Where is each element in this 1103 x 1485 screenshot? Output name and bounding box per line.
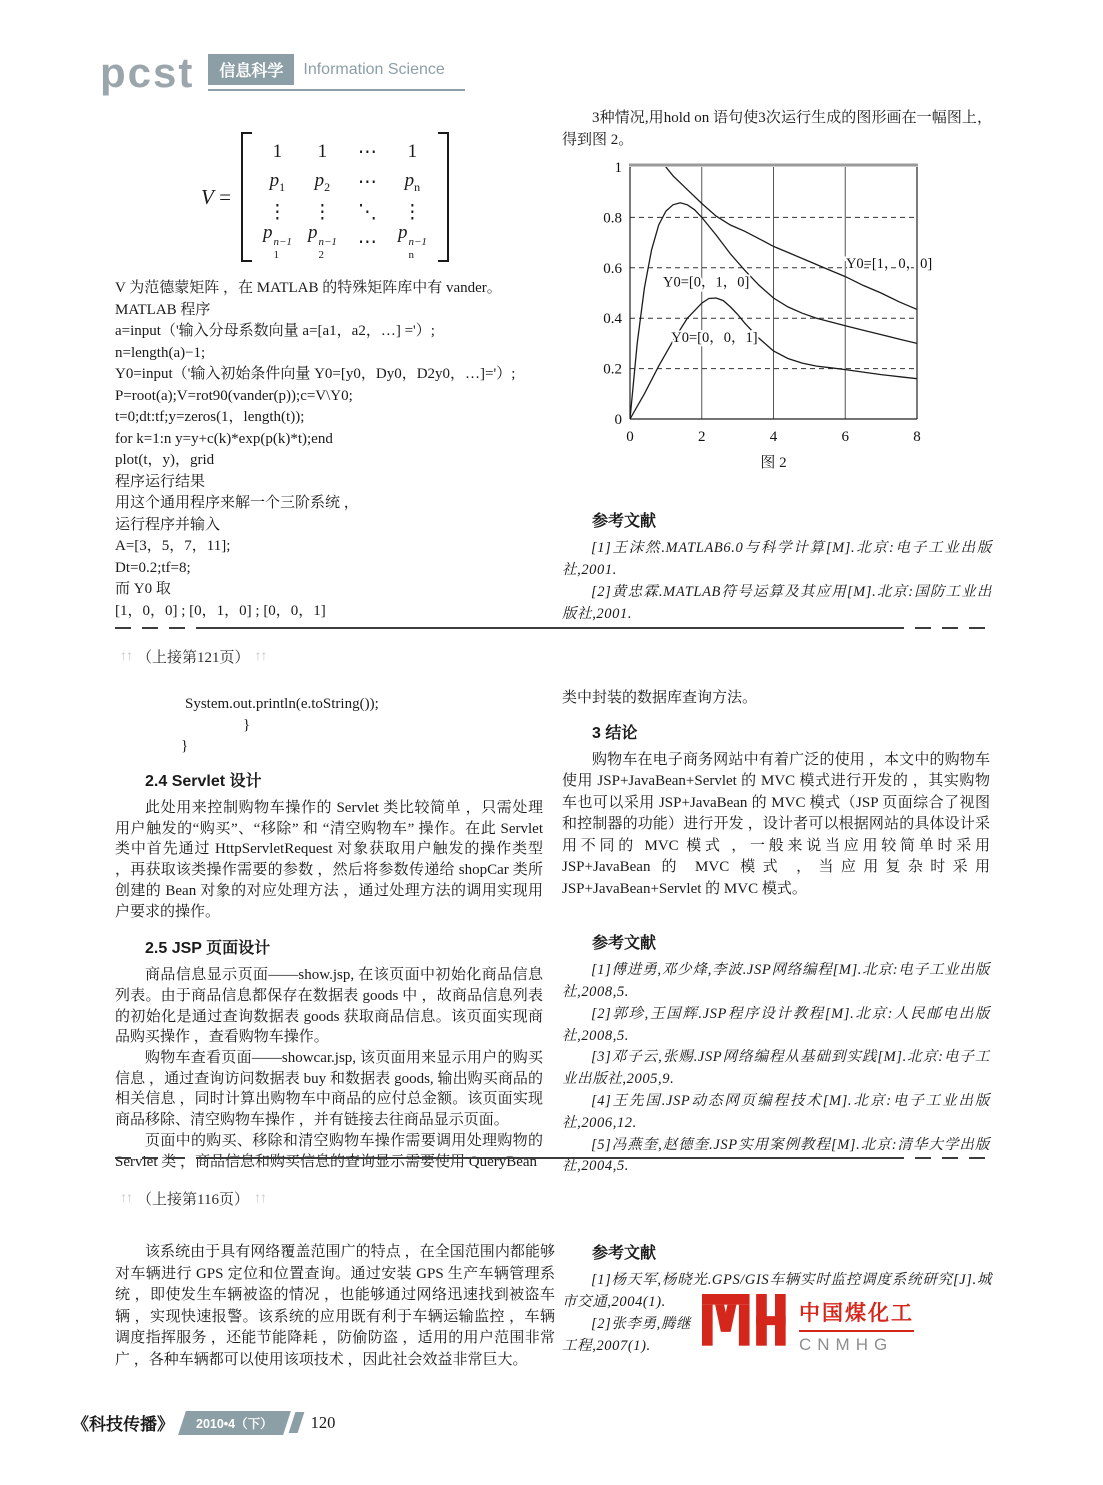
reference-item: [1]杨天军,杨晓光.GPS/GIS车辆实时监控调度系统研究[J].城市交通,2004(1). [562,1272,992,1310]
journal-title: 《科技传播》 [72,1415,174,1434]
references-title-2: 参考文献 [592,935,657,953]
matrix-cell: ⋯ [357,141,377,163]
conclusion-paragraph: 购物车在电子商务网站中有着广泛的使用 ，本文中的购物车使用 JSP+JavaBean+Servlet 的 MVC 模式进行开发的 ，其实购物车也可以采用 JSP+JavaBean 的 MVC 模式（JSP 页面综合了视图和控制器的功能）进行开发 ，设计者可以根据网站的具体设计采用不同的 MVC 模式 ，一般来说当应用较简单时采用 JSP+JavaBean 的 MVC 模式 ，当应用复杂时采用 JSP+JavaBean+Servlet 的 MVC 模式。 [562,751,990,897]
matrix-cell: ⋮ [402,201,422,223]
java-code-line: } [181,738,189,754]
java-code-block [115,694,543,757]
matrix-cells [252,132,438,262]
section-2-5-paragraph-3: 页面中的购买、移除和清空购物车操作需要调用处理购物的 Servlet 类 ，商品信息和购买信息的查询显示需要使用 QueryBean [115,1132,543,1170]
references-list-1 [562,538,992,625]
svg-text:0: 0 [614,412,622,429]
matrix-cell: ⋮ [312,201,332,223]
svg-text:0.6: 0.6 [603,260,622,277]
gps-paragraph: 该系统由于具有网络覆盖范围广的特点 ，在全国范围内都能够对车辆进行 GPS 定位和位置查询。通过安装 GPS 生产车辆管理系统 ，即使发生车辆被盗的情况 ，也能够通过网络迅速找到被盗车辆 ，实现快速报警。该系统的应用既有利于车辆运输监控 ，车辆调度指挥服务 ，还能节能降耗 ，防偷防盗 ，适用的用户范围非常广 ，各种车辆都可以使用该项技术 ，因此社会效益非常巨大。 [115,1244,555,1368]
matrix-cell: ⋯ [357,231,377,253]
column-top-right [562,108,992,625]
banner-en-label: Information Science [303,60,445,78]
svg-text:0.8: 0.8 [603,210,622,227]
reference-item: [2]郭珍,王国辉.JSP程序设计教程[M].北京:人民邮电出版社,2008,5. [562,1005,990,1044]
svg-text:0.4: 0.4 [603,311,622,328]
column-top-left [115,128,547,622]
references-title-1: 参考文献 [592,513,657,531]
reference-item: [5]冯燕奎,赵德奎.JSP实用案例教程[M].北京:清华大学出版社,2004,5. [562,1136,990,1175]
vandermonde-matrix [201,132,547,262]
reference-item: [2]黄忠霖.MATLAB符号运算及其应用[M].北京:国防工业出版社,2001. [562,583,992,622]
cnmhg-logo-icon [700,1294,786,1358]
svg-text:8: 8 [913,429,921,446]
matlab-code-line: 程序运行结果 [115,473,206,490]
java-code-line: System.out.println(e.toString()); [185,696,379,712]
continued-label: （上接第121页） [137,650,250,666]
matrix-cell: p n−1 2 [307,222,337,261]
section-banner [208,54,464,91]
section-2-4-paragraph: 此处用来控制购物车操作的 Servlet 类比较简单 ，只需处理用户触发的“购买”、“移除” 和 “清空购物车” 操作。在此 Servlet 类中首先通过 HttpServletRequest 对象获取用户触发的操作类型 ，再获取该类操作需要的参数 ，然后将参数传递给 shopCar 类所创建的 Bean 对象的对应处理方法 ，通过处理方法的调用实现用户要求的操作。 [115,800,543,920]
matrix-cell: ⋱ [357,201,377,223]
page-footer [72,1410,335,1435]
references-title-3: 参考文献 [592,1245,657,1262]
matrix-cell: ⋯ [357,171,377,193]
matlab-program-block [115,278,547,622]
matrix-cell: $p_1$ [269,169,286,194]
up-arrows-icon: ↑↑ [120,1190,132,1206]
svg-text:4: 4 [769,429,778,446]
continued-label: （上接第116页） [137,1192,249,1208]
up-arrows-icon: ↑↑ [254,648,267,664]
left-bracket [241,132,252,262]
up-arrows-icon: ↑↑ [253,1190,266,1206]
matrix-cell: p n−1 n [397,222,427,261]
matlab-code-line: A=[3，5，7，11]; [115,538,231,554]
section-divider [115,1156,985,1159]
column-middle-right [562,688,990,1178]
matlab-code-line: for k=1:n y=y+c(k)*exp(p(k)*t);end [115,430,333,447]
reference-item: [4]王先国.JSP动态网页编程技术[M].北京:电子工业出版社,2006,12. [562,1092,990,1131]
matlab-code-line: t=0;dt:tf;y=zeros(1，length(t)); [115,409,305,425]
matlab-code-line: Dt=0.2;tf=8; [115,559,191,576]
watermark-cn: 中国煤化工 [799,1297,914,1332]
matlab-code-line: Y0=input（'输入初始条件向量 Y0=[y0，Dy0，D2y0，…]='）; [115,366,516,382]
section-2-5-title: 2.5 JSP 页面设计 [145,940,271,958]
figure-intro-paragraph: 3种情况,用hold on 语句使3次运行生成的图形画在一幅图上，得到图 2。 [562,110,992,148]
watermark-text [799,1297,914,1355]
matlab-code-line: MATLAB 程序 [115,301,211,318]
section-2-4-title: 2.4 Servlet 设计 [145,773,262,790]
matlab-code-line: 运行程序并输入 [115,516,221,533]
section-3-title: 3 结论 [592,724,638,742]
svg-text:Y0=[1，0，0]: Y0=[1，0，0] [845,255,933,272]
page-header [100,49,465,96]
matrix-cell: ⋮ [267,201,287,223]
continued-from-row [115,1188,555,1209]
up-arrows-icon: ↑↑ [120,648,132,664]
section-divider [115,626,985,629]
matlab-code-line: a=input（'输入分母系数向量 a=[a1，a2，…] ='）; [115,323,435,339]
svg-text:1: 1 [614,160,622,177]
matlab-code-line: V 为范德蒙矩阵 ，在 MATLAB 的特殊矩阵库中有 vander。 [115,280,502,296]
matlab-code-line: n=length(a)−1; [115,344,206,361]
pcst-logo: pcst [100,49,195,96]
page-number: 120 [310,1412,336,1432]
matlab-code-line: 用这个通用程序来解一个三阶系统 ， [115,495,359,511]
matrix-cell: $p_2$ [314,169,331,194]
reference-2-start: [2]张李勇,腾继 [591,1315,692,1332]
issue-badge [178,1411,290,1435]
cnmhg-watermark [700,1290,1038,1362]
badge-sliver-decoration [288,1412,304,1433]
matlab-code-line: P=root(a);V=rot90(vander(p));c=V\Y0; [115,387,353,404]
matrix-cell: 1 [407,141,418,162]
watermark-en: CNMHG [799,1335,894,1354]
figure2-chart [592,157,992,449]
reference-item: [1]傅进勇,邓少烽,李波.JSP网络编程[M].北京:电子工业出版社,2008,5. [562,962,990,1000]
column-middle-left [115,646,543,1172]
matrix-lhs: V = [201,184,231,209]
matrix-cell: $p_n$ [404,169,421,194]
matlab-code-line: plot(t，y)，grid [115,452,215,468]
svg-text:Y0=[0，1，0]: Y0=[0，1，0] [663,274,750,291]
right-bracket [438,132,449,262]
matrix-cell: 1 [317,141,328,162]
matlab-code-line: 而 Y0 取 [115,581,171,597]
matlab-code-line: [1，0，0] ; [0，1，0] ; [0，0，1] [115,602,326,619]
svg-text:2: 2 [698,429,706,446]
matrix-body [241,132,449,262]
svg-text:0.2: 0.2 [603,361,622,378]
section-2-5-paragraph-2: 购物车查看页面——showcar.jsp, 该页面用来显示用户的购买信息 ，通过查询访问数据表 buy 和数据表 goods, 输出购买商品的相关信息 ，同时计算出购物车中商品的应付总金额。该页面实现商品移除、清空购物车操作 ，并有链接去往商品显示页面。 [115,1050,543,1129]
svg-text:0: 0 [626,429,634,446]
reference-item: [1]王沫然.MATLAB6.0与科学计算[M].北京:电子工业出版社,2001. [562,540,992,578]
reference-item: [3]邓子云,张赐.JSP网络编程从基础到实践[M].北京:电子工业出版社,2005,9. [562,1049,990,1088]
svg-text:6: 6 [841,429,849,446]
references-list-2 [562,960,990,1178]
issue-label: 2010•4（下） [196,1416,273,1431]
matrix-cell: p n−1 1 [262,222,292,261]
svg-text:Y0=[0，0，1]: Y0=[0，0，1] [671,330,758,347]
continuation-line: 类中封装的数据库查询方法。 [562,690,758,706]
java-code-line: } [243,717,251,733]
section-2-5-paragraph-1: 商品信息显示页面——show.jsp, 在该页面中初始化商品信息列表。由于商品信息都保存在数据表 goods 中 ，故商品信息列表的初始化是通过查询数据表 goods 获取商品信息。该页面实现商品购买操作 ，查看购物车操作。 [115,967,543,1046]
continued-from-row [115,646,543,667]
matrix-cell: 1 [272,141,283,162]
column-bottom-left [115,1188,555,1372]
reference-2-line2: 工程,2007(1). [562,1337,651,1354]
banner-cn-label: 信息科学 [208,54,294,85]
figure2-caption: 图 2 [760,455,787,472]
